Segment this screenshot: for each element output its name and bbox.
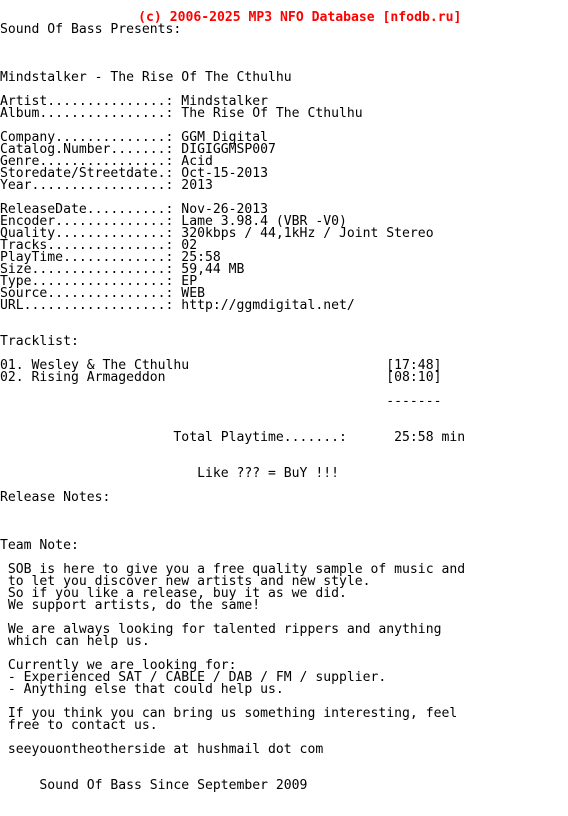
nfo-line: Album................: The Rise Of The Cthulhu [0, 106, 363, 121]
nfo-line: ReleaseDate..........: Nov-26-2013 [0, 202, 269, 217]
nfo-line [0, 504, 568, 516]
nfo-line [0, 36, 568, 48]
nfo-line: Total Playtime.......: 25:58 min [0, 430, 466, 445]
nfo-line: Catalog.Number.......: DIGIGGMSP007 [0, 142, 276, 157]
nfodb-banner: (c) 2006-2025 MP3 NFO Database [nfodb.ru] [138, 10, 462, 25]
nfo-line: Storedate/Streetdate.: Oct-15-2013 [0, 166, 269, 181]
nfo-line: seeyouontheotherside at hushmail dot com [0, 742, 324, 757]
nfo-line: - Anything else that could help us. [0, 682, 284, 697]
nfo-line: Source...............: WEB [0, 286, 205, 301]
nfo-line: PlayTime.............: 25:58 [0, 250, 221, 265]
nfo-line: Size.................: 59,44 MB [0, 262, 245, 277]
nfo-line: Sound Of Bass Since September 2009 [0, 778, 308, 793]
nfo-line: to let you discover new artists and new style. [0, 574, 371, 589]
nfo-line: Artist...............: Mindstalker [0, 94, 269, 109]
nfo-line: So if you like a release, buy it as we did. [0, 586, 347, 601]
nfo-line: Type.................: EP [0, 274, 198, 289]
nfo-line: which can help us. [0, 634, 150, 649]
nfo-line [0, 408, 568, 420]
nfo-line [0, 516, 568, 528]
nfo-body [0, 12, 568, 792]
nfo-line: Sound Of Bass Presents: [0, 22, 182, 37]
nfo-line: Tracks...............: 02 [0, 238, 198, 253]
nfo-line: We are always looking for talented rippers and anything [0, 622, 442, 637]
nfo-line: Company..............: GGM Digital [0, 130, 269, 145]
nfo-line [0, 312, 568, 324]
nfo-line: URL..................: http://ggmdigital.net/ [0, 298, 355, 313]
nfo-line [0, 48, 568, 60]
nfo-line: Currently we are looking for: [0, 658, 237, 673]
nfo-line: 01. Wesley & The Cthulhu [17:48] [0, 358, 442, 373]
nfo-line: Release Notes: [0, 490, 111, 505]
nfo-line [0, 324, 568, 336]
nfo-line [0, 444, 568, 456]
nfo-line: Tracklist: [0, 334, 79, 349]
nfo-line: Genre................: Acid [0, 154, 213, 169]
banner-row [0, 0, 568, 25]
nfo-line [0, 756, 568, 768]
nfo-line: free to contact us. [0, 718, 158, 733]
nfo-line [0, 528, 568, 540]
nfo-line: Quality..............: 320kbps / 44,1kHz / Joint Stereo [0, 226, 434, 241]
nfo-line: Year.................: 2013 [0, 178, 213, 193]
nfo-line: Team Note: [0, 538, 79, 553]
nfo-line: - Experienced SAT / CABLE / DAB / FM / supplier. [0, 670, 387, 685]
nfo-line: Mindstalker - The Rise Of The Cthulhu [0, 70, 292, 85]
nfo-line: Like ??? = BuY !!! [0, 466, 339, 481]
nfo-line: SOB is here to give you a free quality sample of music and [0, 562, 466, 577]
nfo-line: If you think you can bring us something interesting, feel [0, 706, 458, 721]
nfo-line: We support artists, do the same! [0, 598, 261, 613]
nfo-line: 02. Rising Armageddon [08:10] [0, 370, 442, 385]
nfo-line: ------- [0, 394, 442, 409]
nfo-line: Encoder..............: Lame 3.98.4 (VBR -V0) [0, 214, 347, 229]
